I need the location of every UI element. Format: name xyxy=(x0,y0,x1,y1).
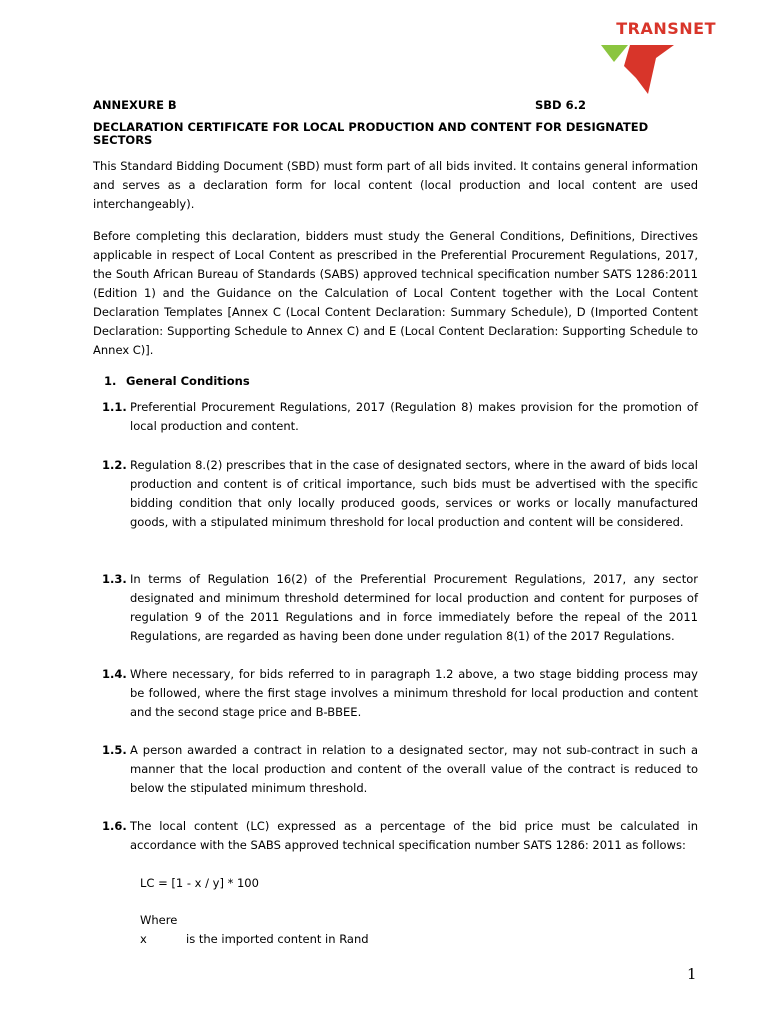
section-heading xyxy=(104,373,250,390)
list-item xyxy=(102,817,698,855)
transnet-logo xyxy=(596,14,716,96)
item-number: 1.1. xyxy=(102,400,127,414)
item-number: 1.2. xyxy=(102,458,127,472)
definition-text: is the imported content in Rand xyxy=(186,932,369,946)
intro-paragraph-2: Before completing this declaration, bidders must study the General Conditions, Definitions, Directives applicable in respect of Local Content as prescribed in the Preferential Procurement Regulations, 2017, the South African Bureau of Standards (SABS) approved technical specification number SATS 1286:2011 (Edition 1) and the Guidance on the Calculation of Local Content together with the Local Content Declaration Templates [Annex C (Local Content Declaration: Summary Schedule), D (Imported Content Declaration: Supporting Schedule to Annex C) and E (Local Content Declaration: Supporting Schedule to Annex C)]. xyxy=(93,229,698,357)
page-number: 1 xyxy=(687,965,697,983)
lc-formula: LC = [1 - x / y] * 100 xyxy=(140,876,259,890)
item-text: A person awarded a contract in relation to a designated sector, may not sub-contract in such a manner that the local production and content of the overall value of the contract is reduced to below the stipulated minimum threshold. xyxy=(130,743,698,795)
list-item xyxy=(102,570,698,646)
logo-wordmark: TRANSNET xyxy=(616,19,716,38)
item-text: In terms of Regulation 16(2) of the Preferential Procurement Regulations, 2017, any sector designated and minimum threshold determined for local production and content for purposes of regulation 9 of the 2011 Regulations and in force immediately before the repeal of the 2011 Regulations, are regarded as having been done under regulation 8(1) of the 2017 Regulations. xyxy=(130,572,698,643)
item-number: 1.3. xyxy=(102,572,127,586)
list-item xyxy=(102,398,698,436)
list-item xyxy=(102,741,698,798)
list-item xyxy=(102,456,698,532)
list-item xyxy=(102,665,698,722)
section-number: 1. xyxy=(104,374,117,388)
item-text: Regulation 8.(2) prescribes that in the case of designated sectors, where in the award of bids local production and content is of critical importance, such bids must be advertised with the specific bidding condition that only locally produced goods, services or works or locally manufactured goods, with a stipulated minimum threshold for local production and content will be considered. xyxy=(130,458,698,529)
logo-arrow-icon xyxy=(596,42,676,94)
item-text: The local content (LC) expressed as a percentage of the bid price must be calculated in accordance with the SABS approved technical specification number SATS 1286: 2011 as follows: xyxy=(130,819,698,852)
sbd-label: SBD 6.2 xyxy=(535,98,586,112)
item-number: 1.6. xyxy=(102,819,127,833)
where-label: Where xyxy=(140,913,178,927)
definition-symbol: x xyxy=(140,932,147,946)
intro-paragraph-1: This Standard Bidding Document (SBD) must form part of all bids invited. It contains general information and serves as a declaration form for local content (local production and local content are used interchangeably). xyxy=(93,159,698,211)
item-text: Where necessary, for bids referred to in paragraph 1.2 above, a two stage bidding process may be followed, where the first stage involves a minimum threshold for local production and content and the second stage price and B-BBEE. xyxy=(130,667,698,719)
item-number: 1.4. xyxy=(102,667,127,681)
section-title: General Conditions xyxy=(126,374,250,388)
item-text: Preferential Procurement Regulations, 2017 (Regulation 8) makes provision for the promotion of local production and content. xyxy=(130,400,698,433)
annexure-label: ANNEXURE B xyxy=(93,98,177,112)
item-number: 1.5. xyxy=(102,743,127,757)
document-title: DECLARATION CERTIFICATE FOR LOCAL PRODUCTION AND CONTENT FOR DESIGNATED SECTORS xyxy=(93,120,649,147)
